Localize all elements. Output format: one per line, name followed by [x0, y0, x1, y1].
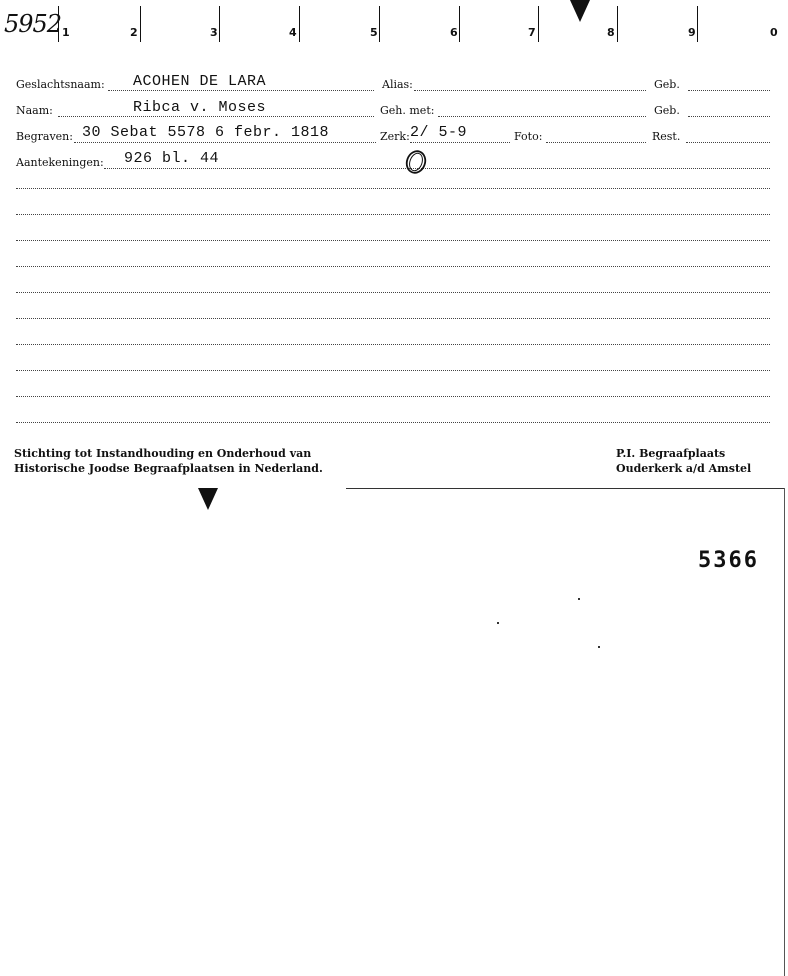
zerk-value: 2/ 5-9	[410, 124, 468, 141]
geb-line	[688, 90, 770, 91]
ruler-tick	[379, 6, 380, 42]
geslachtsnaam-line	[108, 90, 374, 91]
card-bottom-edge	[346, 488, 784, 489]
begraven-line	[74, 142, 376, 143]
ruler-tick	[299, 6, 300, 42]
ruler-label: 7	[528, 26, 536, 39]
ruler-label: 4	[289, 26, 297, 39]
footer-loc-line2: Ouderkerk a/d Amstel	[616, 462, 752, 475]
ruler-tick	[538, 6, 539, 42]
alias-line	[414, 90, 646, 91]
index-marker-icon	[198, 488, 218, 510]
ruler-label: 2	[130, 26, 138, 39]
aantekeningen-line	[104, 168, 770, 169]
note-line	[16, 266, 770, 267]
geslachtsnaam-value: ACOHEN DE LARA	[133, 73, 267, 90]
foto-line	[546, 142, 646, 143]
footer-loc-line1: P.I. Begraafplaats	[616, 447, 726, 460]
geh-met-label: Geh. met:	[380, 104, 435, 117]
ruler-label: 0	[770, 26, 778, 39]
ruler-label: 5	[370, 26, 378, 39]
geb-line-2	[688, 116, 770, 117]
rest-line	[686, 142, 770, 143]
aantekeningen-value: 926 bl. 44	[124, 150, 220, 167]
speck	[598, 646, 600, 648]
geb-label-2: Geb.	[654, 104, 680, 117]
naam-label: Naam:	[16, 104, 53, 117]
footer-location	[616, 446, 751, 476]
note-line	[16, 344, 770, 345]
ruler-label: 8	[607, 26, 615, 39]
begraven-value: 30 Sebat 5578 6 febr. 1818	[82, 124, 330, 141]
note-line	[16, 188, 770, 189]
foto-label: Foto:	[514, 130, 543, 143]
circled-zero-mark	[404, 148, 426, 176]
zerk-label: Zerk:	[380, 130, 410, 143]
aantekeningen-label: Aantekeningen:	[16, 156, 104, 169]
note-line	[16, 318, 770, 319]
note-line	[16, 240, 770, 241]
top-ruler	[0, 0, 788, 44]
card-right-edge	[784, 488, 785, 976]
zerk-line	[410, 142, 510, 143]
note-line	[16, 292, 770, 293]
ruler-tick	[140, 6, 141, 42]
alias-label: Alias:	[382, 78, 413, 91]
ruler-tick	[617, 6, 618, 42]
ruler-tick	[459, 6, 460, 42]
note-line	[16, 370, 770, 371]
speck	[497, 622, 499, 624]
ruler-label: 1	[62, 26, 70, 39]
note-line	[16, 214, 770, 215]
footer-org-line2: Historische Joodse Begraafplaatsen in Nederland.	[14, 462, 323, 475]
rest-label: Rest.	[652, 130, 681, 143]
ruler-label: 9	[688, 26, 696, 39]
naam-line	[58, 116, 374, 117]
geslachtsnaam-label: Geslachtsnaam:	[16, 78, 105, 91]
stamp-number: 5366	[698, 548, 759, 573]
ruler-label: 3	[210, 26, 218, 39]
ruler-tick	[219, 6, 220, 42]
geb-label: Geb.	[654, 78, 680, 91]
card-number: 5952	[4, 10, 62, 38]
ruler-tick	[697, 6, 698, 42]
footer-organization	[14, 446, 323, 476]
note-line	[16, 422, 770, 423]
begraven-label: Begraven:	[16, 130, 73, 143]
footer-org-line1: Stichting tot Instandhouding en Onderhoud van	[14, 447, 312, 460]
ruler-label: 6	[450, 26, 458, 39]
geh-met-line	[438, 116, 646, 117]
speck	[578, 598, 580, 600]
naam-value: Ribca v. Moses	[133, 99, 267, 116]
note-line	[16, 396, 770, 397]
index-marker-icon	[570, 0, 590, 22]
